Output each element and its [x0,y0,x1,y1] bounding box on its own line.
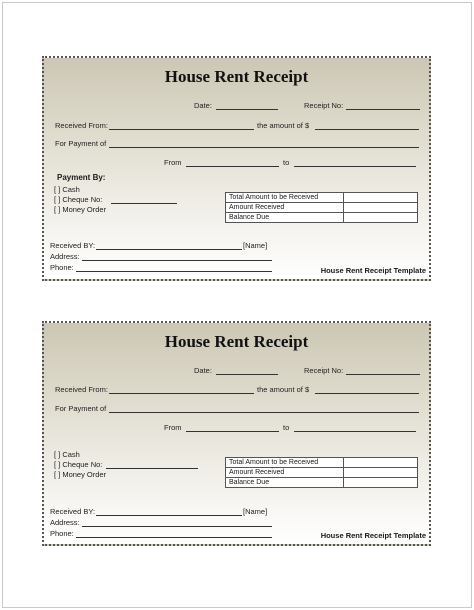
from-date-field[interactable] [186,166,279,167]
footer-title: House Rent Receipt Template [320,266,426,275]
date-label: Date: [194,101,212,110]
from-label: From [164,423,182,432]
table-row-label: Amount Received [226,203,344,213]
table-row-label: Total Amount to be Received [226,193,344,203]
money-order-checkbox[interactable]: [ ] Money Order [54,205,107,214]
date-field[interactable] [216,109,278,110]
payment-of-field[interactable] [109,412,419,413]
table-row [226,203,418,213]
to-date-field[interactable] [294,166,416,167]
phone-field[interactable] [76,271,272,272]
address-label: Address: [50,252,80,261]
receipt-no-field[interactable] [346,374,420,375]
from-date-field[interactable] [186,431,279,432]
receipt-no-label: Receipt No: [304,366,344,375]
amount-of-label: the amount of $ [257,385,310,394]
table-row [226,213,418,223]
amount-table [225,192,418,223]
received-from-label: Received From: [55,121,108,130]
table-row-label: Amount Received [226,468,344,478]
address-label: Address: [50,518,80,527]
receipt-no-field[interactable] [346,109,420,110]
phone-label: Phone: [50,263,74,272]
payment-by-label: Payment By: [57,173,106,182]
received-by-label: Received BY: [50,507,96,516]
receipt-1 [42,56,431,281]
date-field[interactable] [216,374,278,375]
money-order-checkbox[interactable]: [ ] Money Order [54,470,107,479]
received-by-field[interactable] [96,515,242,516]
table-row-label: Balance Due [226,478,344,488]
table-row [226,193,418,203]
cash-checkbox[interactable]: [ ] Cash [54,185,80,194]
amount-field[interactable] [315,393,419,394]
to-label: to [283,423,290,432]
received-from-label: Received From: [55,385,108,394]
footer-title: House Rent Receipt Template [320,531,426,540]
payment-of-field[interactable] [109,147,419,148]
table-row-value[interactable] [344,478,418,488]
table-row-value[interactable] [344,213,418,223]
address-field[interactable] [82,526,272,527]
cheque-no-field[interactable] [106,468,198,469]
table-row-value[interactable] [344,203,418,213]
payment-of-label: For Payment of [55,139,107,148]
table-row-value[interactable] [344,193,418,203]
payment-of-label: For Payment of [55,404,107,413]
received-from-field[interactable] [109,393,254,394]
name-label: [Name] [243,241,268,250]
receipt-title: House Rent Receipt [164,332,309,351]
cash-checkbox[interactable]: [ ] Cash [54,450,80,459]
receipt-no-label: Receipt No: [304,101,344,110]
cheque-checkbox[interactable]: [ ] Cheque No: [54,195,103,204]
received-by-label: Received BY: [50,241,96,250]
to-label: to [283,158,290,167]
cheque-no-field[interactable] [111,203,177,204]
to-date-field[interactable] [294,431,416,432]
table-row [226,468,418,478]
table-row-label: Total Amount to be Received [226,458,344,468]
table-row [226,458,418,468]
phone-label: Phone: [50,529,74,538]
table-row-value[interactable] [344,468,418,478]
amount-of-label: the amount of $ [257,121,310,130]
receipt-title: House Rent Receipt [164,67,309,86]
address-field[interactable] [82,260,272,261]
received-by-field[interactable] [96,249,242,250]
cheque-checkbox[interactable]: [ ] Cheque No: [54,460,103,469]
table-row [226,478,418,488]
table-row-label: Balance Due [226,213,344,223]
receipt-2 [42,321,431,546]
received-from-field[interactable] [109,129,254,130]
table-row-value[interactable] [344,458,418,468]
date-label: Date: [194,366,212,375]
amount-field[interactable] [315,129,419,130]
name-label: [Name] [243,507,268,516]
phone-field[interactable] [76,537,272,538]
amount-table [225,457,418,488]
from-label: From [164,158,182,167]
